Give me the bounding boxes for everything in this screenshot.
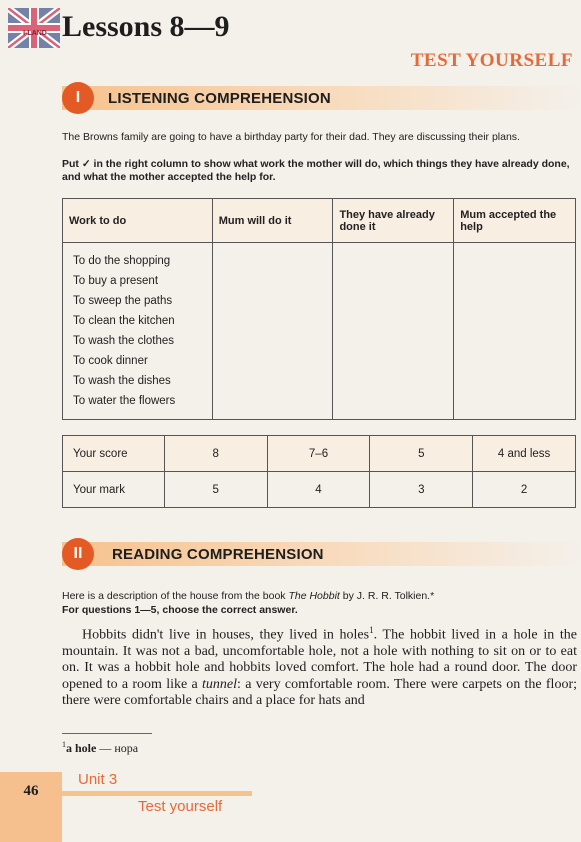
col-header-mum-will-do: Mum will do it [212, 199, 333, 243]
work-table-body-row [63, 243, 576, 420]
task-item: To buy a present [73, 275, 159, 287]
task-item: To water the flowers [73, 395, 176, 407]
check-cell-mum-will-do[interactable] [212, 243, 333, 420]
score-cell: 5 [370, 436, 473, 472]
section1-instruction [62, 158, 577, 184]
work-table [62, 198, 576, 420]
footer-unit: Unit 3 [78, 771, 118, 788]
mark-cell: 4 [267, 472, 370, 508]
passage-part: Hobbits didn't live in houses, they lived in holes [82, 627, 370, 643]
task-item: To cook dinner [73, 355, 148, 367]
intro-suffix: by J. R. R. Tolkien.* [339, 590, 435, 602]
section2-intro [62, 590, 577, 603]
book-title: The Hobbit [288, 590, 340, 602]
score-cell: 7–6 [267, 436, 370, 472]
task-item: To clean the kitchen [73, 315, 175, 327]
score-label: Your score [63, 436, 165, 472]
mark-cell: 5 [164, 472, 267, 508]
logo-text: I-LAND [23, 30, 47, 37]
footnote-translation: нора [114, 741, 139, 755]
footnote-dash: — [96, 741, 115, 755]
footnote-term: a hole [66, 741, 97, 755]
col-header-already-done: They have already done it [333, 199, 454, 243]
section1-intro: The Browns family are going to have a birthday party for their dad. They are discussing their plans. [62, 131, 520, 143]
footnote-divider [62, 733, 152, 734]
reading-passage [62, 622, 577, 709]
task-list [63, 243, 213, 420]
footer-bar [62, 791, 252, 796]
passage-part: . The hobbit lived in a hole in the mountain. It was not a bad, uncomfortable hole, not a hole with nothing to sit on or to eat on. It was a hobbit hole and hobbits loved comfort. The hole had a round door. The door opened to a room like a [62, 627, 577, 692]
task-item: To sweep the paths [73, 295, 173, 307]
lesson-title: Lessons 8—9 [62, 10, 230, 43]
mark-row [63, 472, 576, 508]
footer-topic: Test yourself [138, 798, 223, 815]
intro-prefix: Here is a description of the house from the book [62, 590, 289, 602]
mark-label: Your mark [63, 472, 165, 508]
col-header-work: Work to do [63, 199, 213, 243]
flag-logo [8, 8, 60, 48]
score-row [63, 436, 576, 472]
section1-title: LISTENING COMPREHENSION [108, 90, 331, 107]
footnote-ref: 1 [369, 625, 374, 635]
check-cell-already-done[interactable] [333, 243, 454, 420]
section1-number: I [62, 82, 94, 114]
footnote [62, 740, 138, 756]
task-item: To wash the dishes [73, 375, 171, 387]
section2-instruction [62, 604, 577, 617]
passage-italic-word: tunnel [202, 676, 238, 692]
score-table [62, 435, 576, 508]
footnote-mark: 1 [62, 740, 66, 749]
score-cell: 8 [164, 436, 267, 472]
passage-part: : a very comfortable room. There were carpets on the floor; there were comfortable chairs and a place for hats and [62, 676, 577, 708]
check-cell-mum-accepted[interactable] [454, 243, 576, 420]
score-cell: 4 and less [473, 436, 576, 472]
mark-cell: 3 [370, 472, 473, 508]
task-item: To wash the clothes [73, 335, 175, 347]
col-header-mum-accepted: Mum accepted the help [454, 199, 576, 243]
test-yourself-heading: TEST YOURSELF [410, 50, 573, 71]
section2-title: READING COMPREHENSION [112, 546, 324, 563]
mark-cell: 2 [473, 472, 576, 508]
page-number: 46 [23, 783, 39, 799]
union-flag-icon [8, 8, 60, 48]
instruction-text: Put ✓ in the right column to show what work the mother will do, which things they have already done, and what the mother accepted the help for. [62, 158, 570, 183]
section2-number: II [62, 538, 94, 570]
instruction-text: For questions 1—5, choose the correct answer. [62, 604, 298, 616]
work-table-header-row [63, 199, 576, 243]
task-item: To do the shopping [73, 255, 171, 267]
